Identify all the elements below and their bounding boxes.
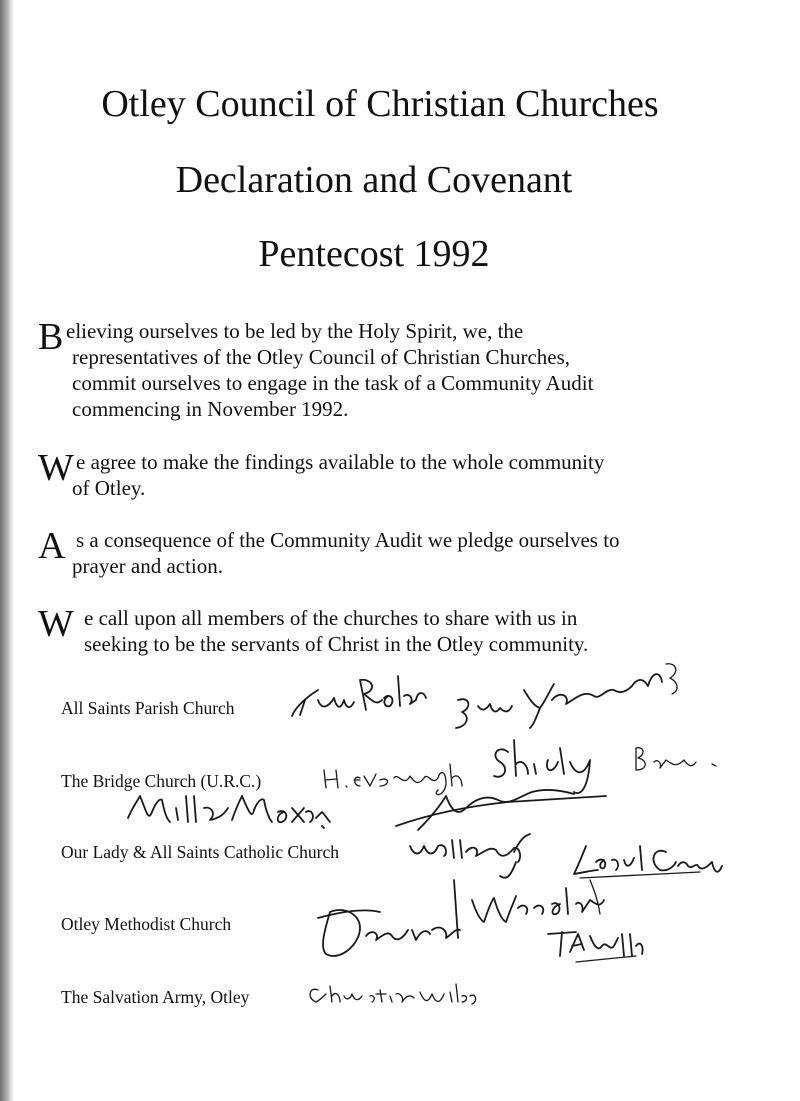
document-title: Otley Council of Christian Churches <box>101 83 659 125</box>
signature-irene-yarborough <box>456 664 677 728</box>
paragraph-line: commit ourselves to engage in the task of a Community Audit <box>72 371 594 395</box>
church-name-methodist: Otley Methodist Church <box>61 914 232 934</box>
paragraph-line: e call upon all members of the churches to share with us in <box>84 606 578 630</box>
signature-wallace <box>410 834 530 878</box>
paragraph-line: s a consequence of the Community Audit we pledge ourselves to <box>76 528 620 552</box>
signature-shirley-brown <box>494 740 716 793</box>
paragraph-line: e agree to make the findings available to the whole community <box>76 450 605 474</box>
drop-cap: W <box>38 603 74 645</box>
document-occasion: Pentecost 1992 <box>258 233 490 275</box>
signature-flourish <box>396 790 606 830</box>
paragraph-line: representatives of the Otley Council of Christian Churches, <box>72 345 571 369</box>
paragraph-line: of Otley. <box>72 476 146 500</box>
paragraph-line: seeking to be the servants of Christ in the Otley community. <box>84 632 589 656</box>
signature-laurel-crump <box>574 846 722 878</box>
paragraph-believing <box>38 318 738 422</box>
signature-david-woodhead <box>318 880 604 956</box>
signature-h-everaugh <box>324 764 462 795</box>
drop-cap: B <box>38 316 64 358</box>
paragraph-line: prayer and action. <box>72 554 224 578</box>
church-name-salvation-army: The Salvation Army, Otley <box>61 987 250 1007</box>
signature-mirella-moxon <box>128 796 330 828</box>
church-name-bridge: The Bridge Church (U.R.C.) <box>61 771 262 791</box>
paragraph-line: elieving ourselves to be led by the Holy Spirit, we, the <box>66 319 524 343</box>
paragraph-as-a-consequence <box>38 527 738 579</box>
paragraph-line: commencing in November 1992. <box>72 397 349 421</box>
signature-ta-walls <box>548 932 643 962</box>
document-subtitle: Declaration and Covenant <box>175 159 573 201</box>
signature-christina-wiles <box>310 984 476 1004</box>
drop-cap: W <box>38 447 74 489</box>
paragraph-we-call <box>38 605 738 657</box>
signature-ian-rodley <box>292 676 426 716</box>
drop-cap: A <box>38 525 66 567</box>
church-name-all-saints: All Saints Parish Church <box>61 698 235 718</box>
paragraph-we-agree <box>38 449 738 501</box>
church-name-our-lady: Our Lady & All Saints Catholic Church <box>61 842 340 862</box>
